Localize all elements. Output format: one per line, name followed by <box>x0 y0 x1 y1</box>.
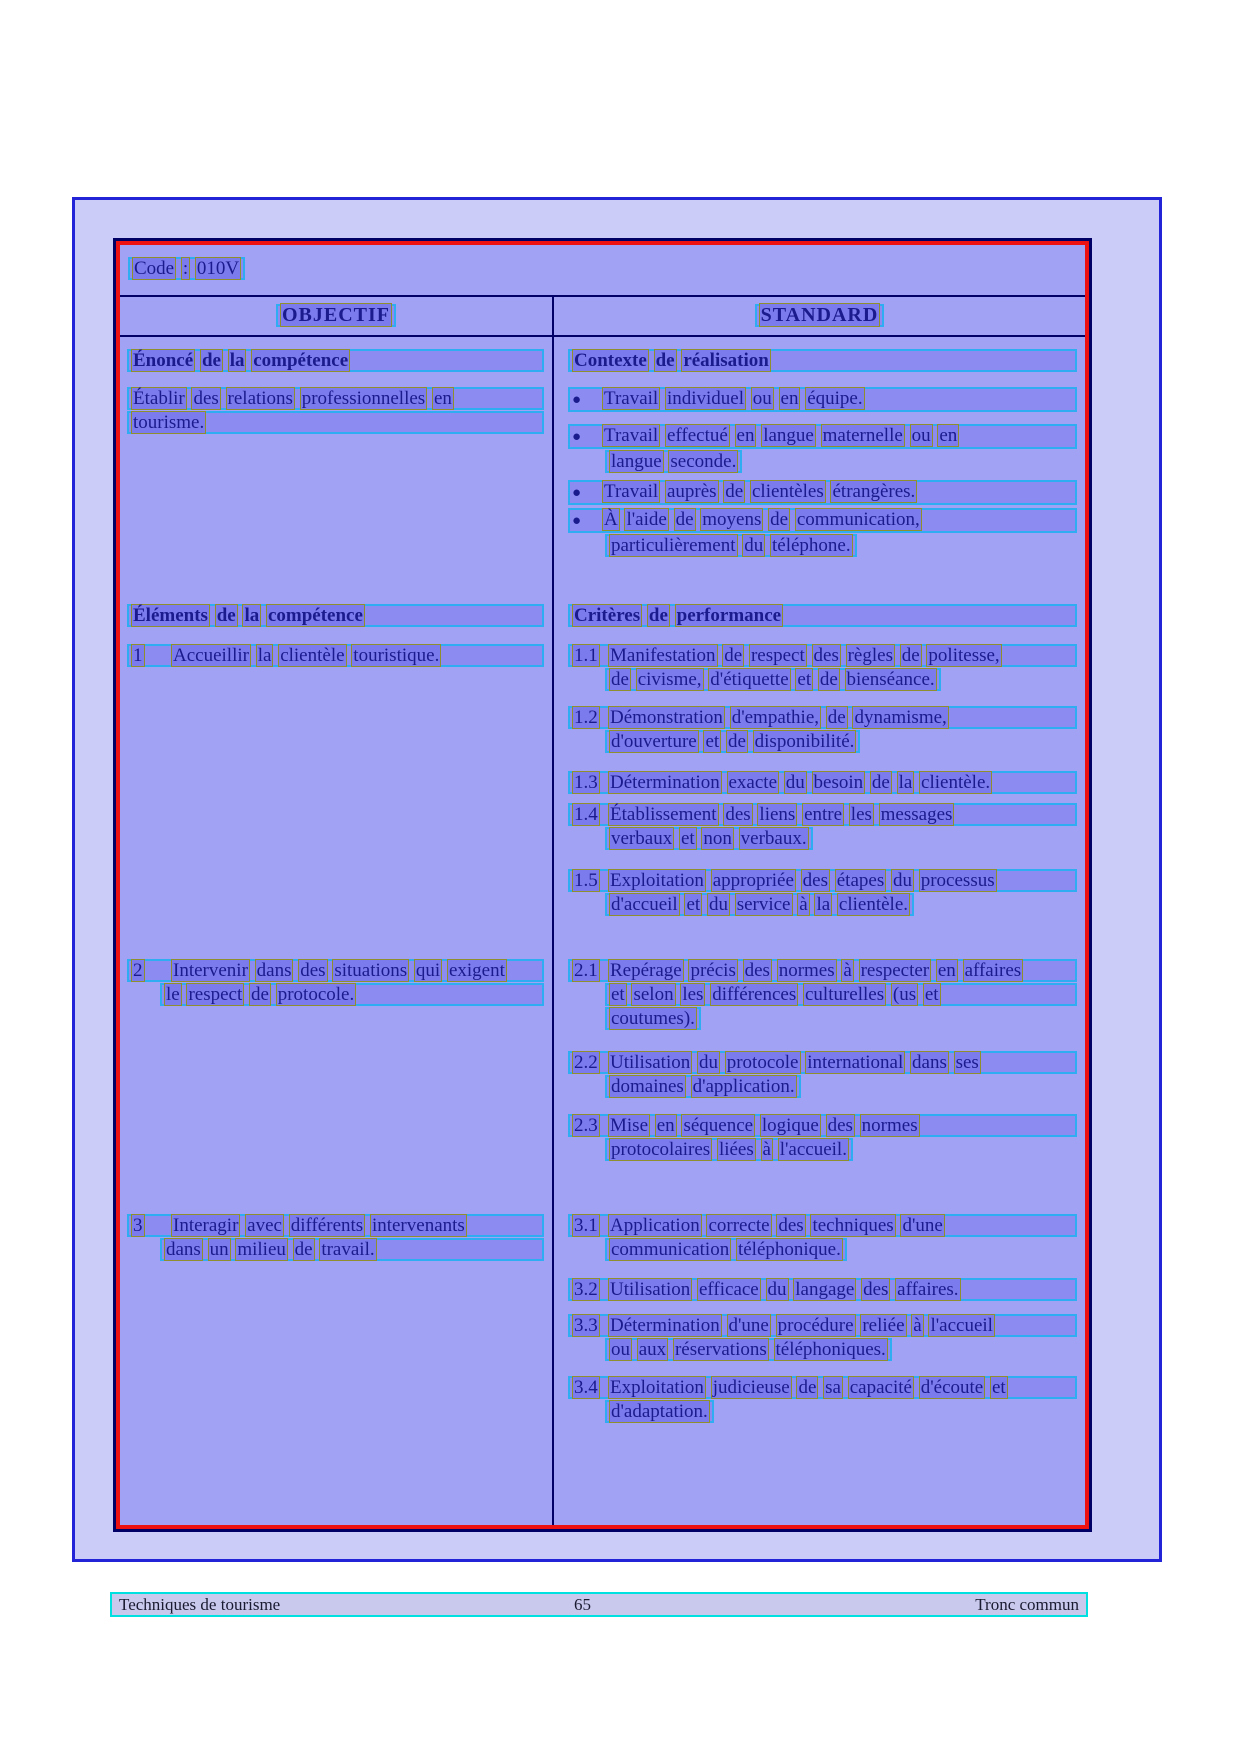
criterion-text: de civisme, d'étiquette et de bienséance. <box>605 668 941 691</box>
criterion-number: 3.4 <box>574 1377 598 1398</box>
elements-section-title <box>127 604 544 628</box>
criterion-text: Exploitation appropriée des étapes du processus <box>610 870 995 891</box>
criterion-number: 1.4 <box>574 804 598 825</box>
section-title: Éléments de la compétence <box>127 604 544 627</box>
footer-document-title: Techniques de tourisme <box>119 1595 281 1614</box>
contexte-section-title <box>568 349 1077 373</box>
element-number: 1 <box>133 645 143 666</box>
context-bullet-2 <box>568 424 1077 474</box>
bullet-text: Travail individuel ou en équipe. <box>604 388 863 409</box>
criterion-text: Utilisation efficace du langage des affaires. <box>610 1279 959 1300</box>
bullet-icon: ● <box>572 392 582 408</box>
enonce-paragraph <box>127 387 544 435</box>
bullet-line <box>568 387 1077 412</box>
context-bullet-1 <box>568 387 1077 413</box>
context-bullet-4 <box>568 508 1077 558</box>
standard-header-cell <box>554 297 1085 335</box>
element-text: Intervenir dans des situations qui exigent <box>173 960 505 981</box>
criterion-text: ou aux réservations téléphoniques. <box>605 1338 892 1361</box>
criterion-number: 3.1 <box>574 1215 598 1236</box>
bullet-icon: ● <box>572 429 582 445</box>
criterion-text: Détermination d'une procédure reliée à l'accueil <box>610 1315 993 1336</box>
paragraph-line: Établir des relations professionnelles en <box>127 387 544 410</box>
criterion-line <box>568 1278 1077 1301</box>
standard-column-title: STANDARD <box>755 304 885 327</box>
criterion-number: 1.3 <box>574 772 598 793</box>
criterion-text: Démonstration d'empathie, de dynamisme, <box>610 707 947 728</box>
criterion-1-3 <box>568 771 1077 795</box>
criterion-3-4 <box>568 1376 1077 1424</box>
enonce-section-title <box>127 349 544 373</box>
section-title: Contexte de réalisation <box>568 349 1077 372</box>
criterion-text: d'accueil et du service à la clientèle. <box>605 893 914 916</box>
criterion-3-1 <box>568 1214 1077 1262</box>
bullet-icon: ● <box>572 485 582 501</box>
criterion-1-2 <box>568 706 1077 754</box>
bullet-text: particulièrement du téléphone. <box>605 534 857 557</box>
criterion-2-2 <box>568 1051 1077 1099</box>
criterion-number: 1.2 <box>574 707 598 728</box>
bullet-text: Travail auprès de clientèles étrangères. <box>604 481 916 502</box>
criterion-text: d'ouverture et de disponibilité. <box>605 730 860 753</box>
page-footer <box>110 1592 1088 1617</box>
element-number: 2 <box>133 960 143 981</box>
criterion-number: 2.1 <box>574 960 598 981</box>
criterion-number: 2.3 <box>574 1115 598 1136</box>
criteres-section-title <box>568 604 1077 628</box>
criterion-line <box>568 1314 1077 1337</box>
section-title: Critères de performance <box>568 604 1077 627</box>
criterion-line <box>568 1214 1077 1237</box>
objectif-column-title: OBJECTIF <box>276 304 396 327</box>
bullet-line <box>568 508 1077 533</box>
element-item-2 <box>127 959 544 1007</box>
criterion-line <box>568 706 1077 729</box>
criterion-line <box>568 1051 1077 1074</box>
code-value: Code : 010V <box>128 257 245 280</box>
bullet-line <box>568 480 1077 505</box>
criterion-text: coutumes). <box>605 1007 701 1030</box>
criterion-text: Exploitation judicieuse de sa capacité d'écoute et <box>610 1377 1006 1398</box>
criterion-text: Repérage précis des normes à respecter en affaires <box>610 960 1022 981</box>
element-item-3 <box>127 1214 544 1262</box>
context-bullet-3 <box>568 480 1077 506</box>
criterion-text: communication téléphonique. <box>605 1238 847 1261</box>
element-text: le respect de protocole. <box>160 983 544 1006</box>
paragraph-line: tourisme. <box>127 411 544 434</box>
table-body <box>120 337 1085 1525</box>
objectif-header-cell <box>120 297 554 335</box>
element-item-1 <box>127 644 544 668</box>
element-line <box>127 1214 544 1237</box>
standard-column <box>556 337 1085 1525</box>
bullet-text: Travail effectué en langue maternelle ou en <box>604 425 958 446</box>
document-panel <box>72 197 1162 1562</box>
criterion-text: domaines d'application. <box>605 1075 801 1098</box>
criterion-number: 2.2 <box>574 1052 598 1073</box>
criterion-2-1 <box>568 959 1077 1031</box>
criterion-number: 1.5 <box>574 870 598 891</box>
criterion-line <box>568 1114 1077 1137</box>
criterion-line <box>568 869 1077 892</box>
section-title: Énoncé de la compétence <box>127 349 544 372</box>
criterion-text: Application correcte des techniques d'une <box>610 1215 943 1236</box>
criterion-number: 3.2 <box>574 1279 598 1300</box>
criterion-text: d'adaptation. <box>605 1400 714 1423</box>
bullet-line <box>568 424 1077 449</box>
code-row <box>120 245 1085 297</box>
element-line <box>127 644 544 667</box>
criterion-line <box>568 644 1077 667</box>
element-text: Accueillir la clientèle touristique. <box>173 645 440 666</box>
criterion-number: 3.3 <box>574 1315 598 1336</box>
criterion-3-2 <box>568 1278 1077 1302</box>
column-header-row <box>120 297 1085 337</box>
criterion-text: Utilisation du protocole international dans ses <box>610 1052 979 1073</box>
criterion-text: et selon les différences culturelles (us et <box>605 983 1077 1006</box>
criterion-line <box>568 1376 1077 1399</box>
bullet-text: langue seconde. <box>605 450 742 473</box>
element-number: 3 <box>133 1215 143 1236</box>
criterion-line <box>568 771 1077 794</box>
criterion-text: Établissement des liens entre les messages <box>610 804 953 825</box>
criterion-text: Mise en séquence logique des normes <box>610 1115 918 1136</box>
element-text: Interagir avec différents intervenants <box>173 1215 465 1236</box>
criterion-line <box>568 959 1077 982</box>
criterion-1-1 <box>568 644 1077 692</box>
criterion-1-4 <box>568 803 1077 851</box>
bullet-icon: ● <box>572 513 582 529</box>
table-inner <box>120 245 1085 1525</box>
competency-table <box>113 238 1092 1532</box>
criterion-3-3 <box>568 1314 1077 1362</box>
bullet-text: À l'aide de moyens de communication, <box>604 509 920 530</box>
criterion-text: Détermination exacte du besoin de la clientèle. <box>610 772 991 793</box>
criterion-2-3 <box>568 1114 1077 1162</box>
criterion-1-5 <box>568 869 1077 917</box>
criterion-text: protocolaires liées à l'accueil. <box>605 1138 853 1161</box>
element-line <box>127 959 544 982</box>
objectif-column <box>120 337 554 1525</box>
element-text: dans un milieu de travail. <box>160 1238 544 1261</box>
criterion-text: Manifestation de respect des règles de politesse, <box>610 645 1000 666</box>
criterion-line <box>568 803 1077 826</box>
footer-section-name: Tronc commun <box>975 1595 1079 1614</box>
criterion-number: 1.1 <box>574 645 598 666</box>
criterion-text: verbaux et non verbaux. <box>605 827 813 850</box>
footer-page-number: 65 <box>574 1595 591 1614</box>
